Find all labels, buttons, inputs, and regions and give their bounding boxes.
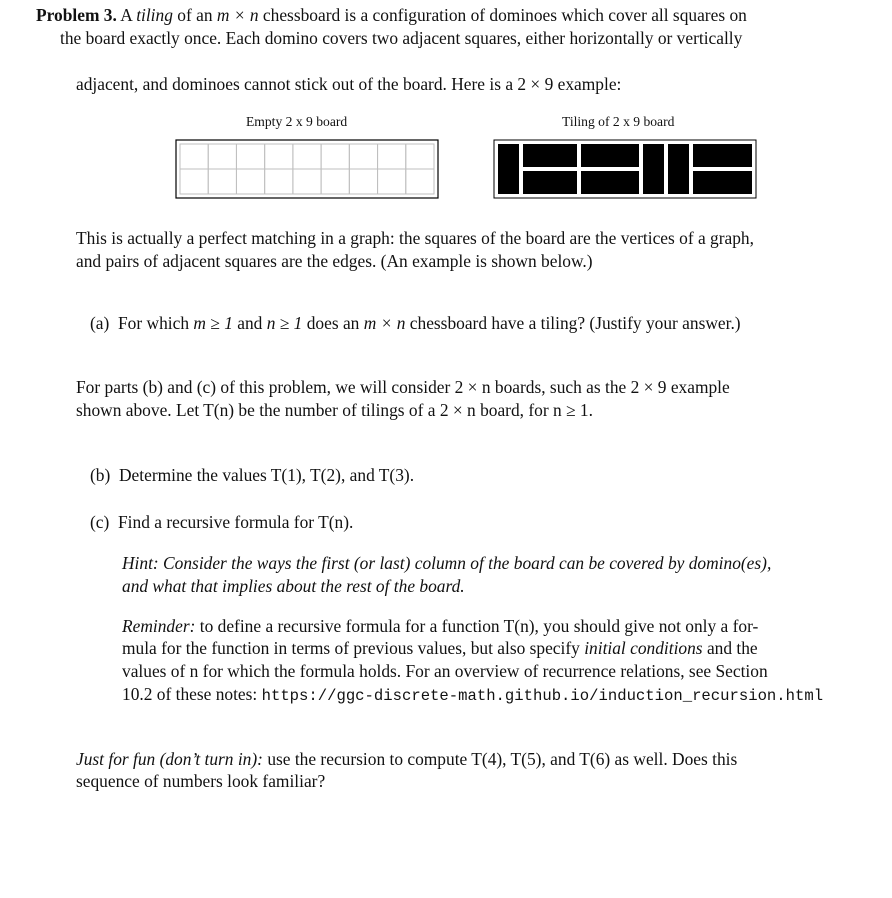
fun-label: Just for fun (don’t turn in): [76,749,263,769]
part-a-text-4: chessboard have a tiling? (Justify your answer.) [409,313,741,333]
reminder-text-1: to define a recursive formula for a function T(n), you should give not only a for- [199,616,759,636]
domino-vertical-2 [643,144,664,194]
domino-horizontal-2 [523,171,577,194]
tiling-board-figure [494,140,756,198]
domino-horizontal-5 [693,144,752,167]
fun-line-1 [76,748,737,770]
reminder-label: Reminder: [122,616,196,636]
domino-horizontal-1 [523,144,577,167]
notes-url-link[interactable]: https://ggc-discrete-math.github.io/induction_recursion.html [261,687,824,705]
part-a-label: (a) [90,313,110,333]
hint-line-2: and what that implies about the rest of the board. [122,576,465,596]
domino-horizontal-3 [581,144,639,167]
part-a-mxn: m × n [363,313,406,333]
reminder-line-1 [122,615,758,637]
reminder-text-2b: and the [706,638,758,658]
fun-text-1: use the recursion to compute T(4), T(5), and T(6) as well. Does this [267,749,738,769]
reminder-line-3: values of n for which the formula holds. For an overview of recurrence relations, see Section [122,661,768,681]
problem-line-2: the board exactly once. Each domino covers two adjacent squares, either horizontally or vertically [60,28,743,48]
problem-text-c: chessboard is a configuration of dominoes which cover all squares on [262,5,747,25]
matching-line-2: and pairs of adjacent squares are the edges. (An example is shown below.) [76,251,593,271]
part-a-text-2: and [237,313,263,333]
problem-line-3: adjacent, and dominoes cannot stick out of the board. Here is a 2 × 9 example: [76,74,622,94]
initial-conditions-term: initial conditions [584,638,703,658]
part-c [90,511,353,533]
fun-line-2: sequence of numbers look familiar? [76,771,326,791]
domino-vertical-3 [668,144,689,194]
parts-intro-line-1: For parts (b) and (c) of this problem, we will consider 2 × n boards, such as the 2 × 9 example [76,377,730,397]
part-a-text-1: For which [118,313,190,333]
part-c-label: (c) [90,512,110,532]
reminder-text-2a: mula for the function in terms of previous values, but also specify [122,638,580,658]
domino-horizontal-4 [581,171,639,194]
domino-vertical-1 [498,144,519,194]
parts-intro-line-2: shown above. Let T(n) be the number of tilings of a 2 × n board, for n ≥ 1. [76,400,593,420]
matching-line-1: This is actually a perfect matching in a graph: the squares of the board are the vertices of a graph, [76,228,754,248]
part-c-text: Find a recursive formula for T(n). [118,512,354,532]
part-b [90,464,414,486]
hint-line-1: Hint: Consider the ways the first (or last) column of the board can be covered by domino(es), [122,553,772,573]
empty-board-caption: Empty 2 x 9 board [246,114,348,129]
tiling-board-caption: Tiling of 2 x 9 board [562,114,675,129]
reminder-line-4 [122,683,823,707]
reminder-text-4: 10.2 of these notes: [122,684,258,704]
mxn-math: m × n [216,5,259,25]
part-a-m-condition: m ≥ 1 [193,313,233,333]
domino-horizontal-6 [693,171,752,194]
empty-board-figure [176,140,438,198]
part-a [90,312,741,334]
problem-text-a: A [120,5,132,25]
tiling-term: tiling [136,5,173,25]
problem-text-b: of an [177,5,213,25]
part-b-text: Determine the values T(1), T(2), and T(3). [118,465,415,485]
part-a-text-3: does an [306,313,360,333]
part-a-n-condition: n ≥ 1 [266,313,303,333]
part-b-label: (b) [90,465,111,485]
reminder-line-2 [122,637,758,659]
problem-label: Problem 3. [36,5,117,25]
problem-line-1 [36,4,747,26]
